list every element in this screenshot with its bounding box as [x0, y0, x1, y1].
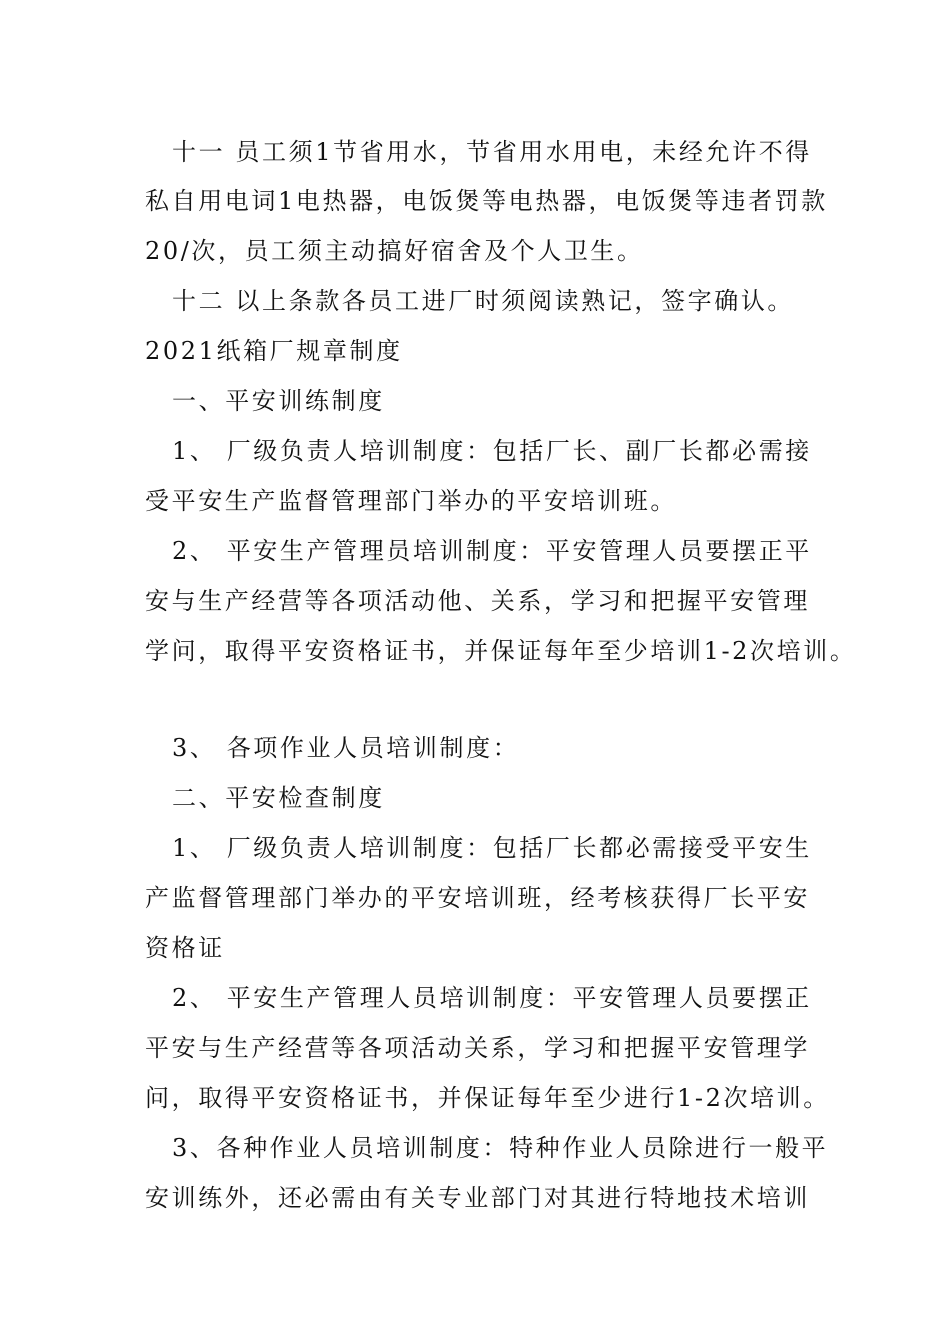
text-line: 3、 各项作业人员培训制度：: [172, 734, 520, 762]
section-heading: 二、平安检查制度: [172, 784, 385, 812]
text-line: 1、 厂级负责人培训制度：包括厂长、副厂长都必需接: [172, 437, 812, 465]
text-line: 1、 厂级负责人培训制度：包括厂长都必需接受平安生: [172, 834, 812, 862]
text-line: 安训练外，还必需由有关专业部门对其进行特地技术培训: [145, 1184, 810, 1212]
text-line: 学问，取得平安资格证书，并保证每年至少培训1-2次培训。: [145, 637, 857, 665]
text-line: 受平安生产监督管理部门举办的平安培训班。: [145, 487, 677, 515]
text-line: 十一 员工须1节省用水，节省用水用电，未经允许不得: [172, 138, 812, 166]
section-title: 2021纸箱厂规章制度: [145, 337, 403, 365]
text-line: 十二 以上条款各员工进厂时须阅读熟记，签字确认。: [172, 287, 795, 315]
text-line: 3、各种作业人员培训制度：特种作业人员除进行一般平: [172, 1134, 829, 1162]
text-line: 私自用电词1电热器，电饭煲等电热器，电饭煲等违者罚款: [145, 187, 828, 215]
text-line: 安与生产经营等各项活动他、关系，学习和把握平安管理: [145, 587, 810, 615]
text-line: 2、 平安生产管理人员培训制度：平安管理人员要摆正: [172, 984, 812, 1012]
text-line: 产监督管理部门举办的平安培训班，经考核获得厂长平安: [145, 884, 810, 912]
section-heading: 一、平安训练制度: [172, 387, 385, 415]
text-line: 2、 平安生产管理员培训制度：平安管理人员要摆正平: [172, 537, 812, 565]
text-line: 20/次，员工须主动搞好宿舍及个人卫生。: [145, 237, 644, 265]
text-line: 平安与生产经营等各项活动关系，学习和把握平安管理学: [145, 1034, 810, 1062]
text-line: 问，取得平安资格证书，并保证每年至少进行1-2次培训。: [145, 1084, 830, 1112]
text-line: 资格证: [145, 934, 225, 962]
